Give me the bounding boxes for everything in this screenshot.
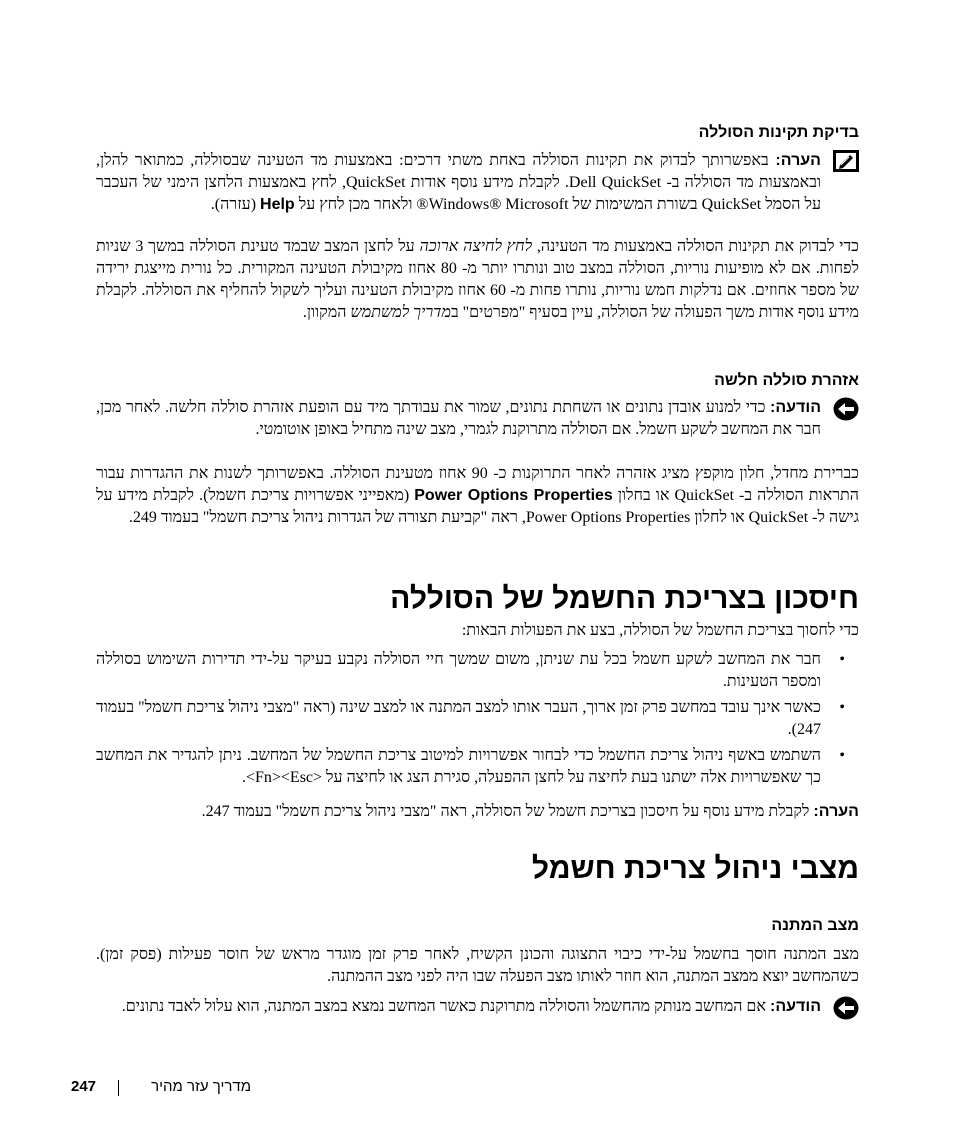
notice-low-battery (96, 397, 859, 441)
note-text-end: (עזרה). (210, 196, 261, 213)
notice-standby (96, 996, 859, 1018)
para-text-2: על לחצן המצב שבמד טעינת הסוללה במשך 3 שניות לפחות. אם לא מופיעות נוריות, הסוללה במצב טוב ונותרו יותר מ- 80 אחוז מקיבולת הטעינה המקורית. כל נורית מייצגת ירידה של מספר אחוזים. אם נדלקות חמש נוריות, נותרו פחות מ- 60 אחוז מקיבולת הטעינה ועליך לשקול להחליף את הסוללה. לקבלת מידע נוסף אודות משך הפעולה של הסוללה, עיין בסעיף "מפרטים" ב (96, 238, 859, 321)
saving-tips-list (96, 649, 859, 793)
para-text: כברירת מחדל, חלון מוקפץ מציג אזהרה לאחר התרוקנות כ- 90 אחוז מטעינת הסוללה. באפשרותך לשנות את ההגדרות עבור התראות הסוללה ב- QuickSet או בחלון (96, 465, 860, 504)
note-label: הערה: (813, 803, 859, 820)
notice-label: הודעה: (770, 998, 821, 1015)
notice-label: הודעה: (770, 399, 821, 416)
notice-text: כדי למנוע אובדן נתונים או השחתת נתונים, שמור את עבודתך מיד עם הופעת אזהרת סוללה חלשה. לאחר מכן, חבר את המחשב לשקע חשמל. אם הסוללה מתרוקנת לגמרי, מצב שינה מתחיל באופן אוטומטי. (96, 399, 821, 438)
help-term: Help (260, 196, 295, 213)
footer-title: מדריך עזר מהיר (151, 1078, 251, 1095)
note-text: באפשרותך לבדוק את תקינות הסוללה באחת משתי דרכים: באמצעות מד הטעינה שבסוללה, כמתואר להלן, ובאמצעות מד הסוללה ב- Dell QuickSet. לקבלת מידע נוסף אודות QuickSet, לחץ באמצעות הלחצן הימני של העכבר על הסמל QuickSet בשורת המשימות של Windows® Microsoft® ולאחר מכן לחץ על (96, 152, 822, 213)
note-pencil-icon (833, 150, 859, 179)
heading-power-modes: מצבי ניהול צריכת חשמל (531, 852, 859, 885)
list-item (96, 649, 859, 693)
footer-divider (118, 1080, 119, 1096)
note-saving-power (96, 801, 859, 823)
list-item (96, 745, 859, 789)
list-item-text: כאשר אינך עובד במחשב פרק זמן ארוך, העבר אותו למצב המתנה או למצב שינה (ראה "מצבי ניהול צריכת חשמל" בעמוד 247). (96, 699, 821, 738)
para-italic: לחץ לחיצה ארוכה (419, 238, 533, 255)
notice-arrow-icon (833, 397, 859, 428)
users-guide-italic: מדריך למשתמש (350, 304, 451, 321)
bullet-icon: • (839, 651, 845, 668)
heading-low-battery: אזהרת סוללה חלשה (714, 372, 859, 389)
para-text-3: המקוון. (302, 304, 351, 321)
bullet-icon: • (839, 747, 845, 764)
note-label: הערה: (775, 152, 821, 169)
list-item-text: חבר את המחשב לשקע חשמל בכל עת שניתן, משום שמשך חיי הסוללה נקבע בעיקר על-ידי תדירות השימוש בסוללה ומספר הטעינות. (96, 651, 821, 690)
heading-standby: מצב המתנה (771, 917, 859, 934)
notice-text: אם המחשב מנותק מהחשמל והסוללה מתרוקנת כאשר המחשב נמצא במצב המתנה, הוא עלול לאבד נתונים. (121, 998, 771, 1015)
heading-battery-health: בדיקת תקינות הסוללה (698, 124, 859, 141)
heading-saving-power: חיסכון בצריכת החשמל של הסוללה (390, 582, 859, 615)
bullet-icon: • (839, 699, 845, 716)
power-options-term: Power Options Properties (414, 487, 613, 504)
para-standby: מצב המתנה חוסך בחשמל על-ידי כיבוי התצוגה והכונן הקשיח, לאחר פרק זמן מוגדר מראש של חוסר פעילות (פסק זמן). כשהמחשב יוצא ממצב המתנה, הוא חוזר לאותו מצב הפעלה שבו היה לפני מצב ההמתנה. (96, 946, 859, 985)
note-text: לקבלת מידע נוסף על חיסכון בצריכת חשמל של הסוללה, ראה "מצבי ניהול צריכת חשמל" בעמוד 247. (201, 803, 814, 820)
para-saving-intro: כדי לחסוך בצריכת החשמל של הסוללה, בצע את הפעולות הבאות: (461, 622, 859, 639)
note-battery-health (96, 150, 859, 216)
para-battery-check (96, 236, 859, 324)
para-text-2: (מאפייני אפשרויות צריכת חשמל). לקבלת מידע על גישה ל- QuickSet או לחלון Power Options Properties, ראה "קביעת תצורה של הגדרות ניהול צריכת חשמל" בעמוד 249. (96, 487, 859, 526)
page-number: 247 (71, 1078, 97, 1095)
notice-arrow-icon (833, 996, 859, 1027)
list-item (96, 697, 859, 741)
para-text: כדי לבדוק את תקינות הסוללה באמצעות מד הטעינה, (532, 238, 859, 255)
para-low-battery (96, 463, 859, 529)
list-item-text: השתמש באשף ניהול צריכת החשמל כדי לבחור אפשרויות למיטוב צריכת החשמל של המחשב. ניתן להגדיר את המחשב כך שאפשרויות אלה ישתנו בעת לחיצה על לחצן ההפעלה, סגירת הצג או לחיצה על <Fn><Esc>. (96, 747, 821, 786)
